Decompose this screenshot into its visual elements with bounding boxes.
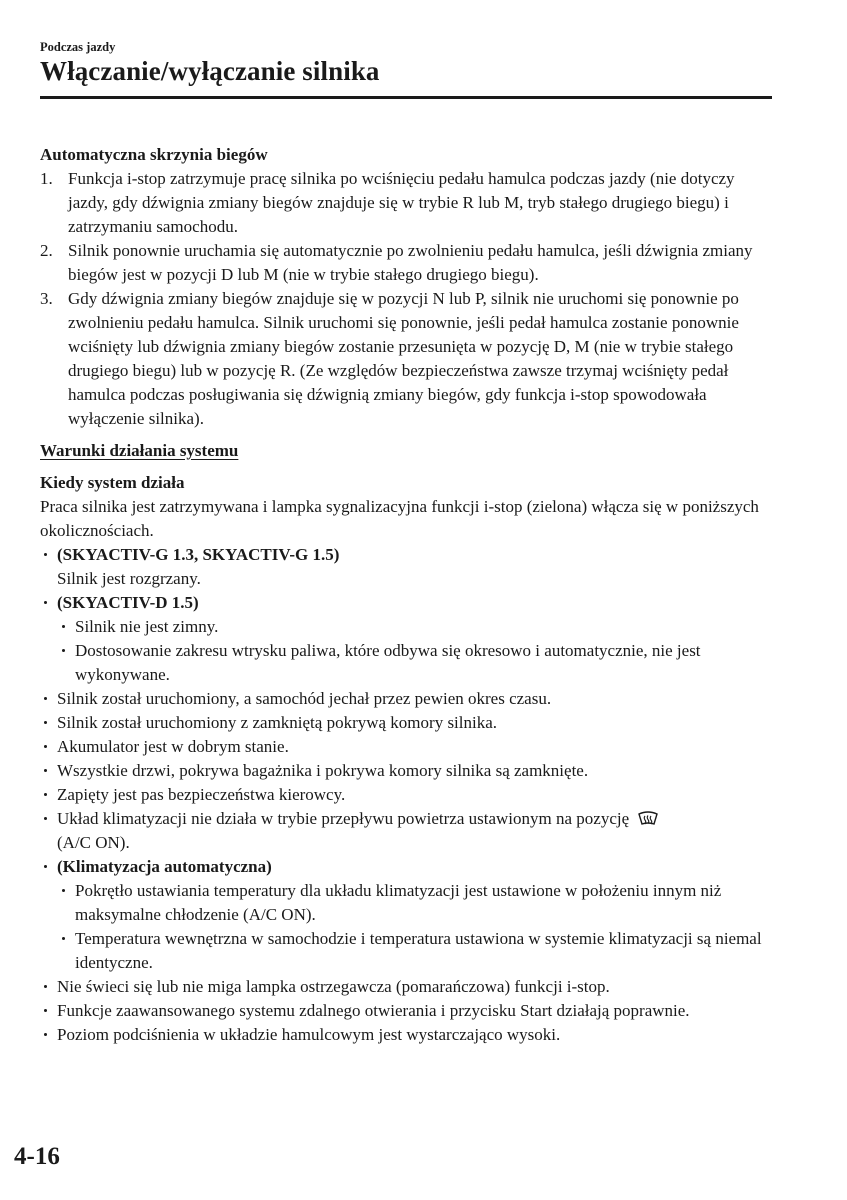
list-item	[40, 999, 772, 1023]
bullet-dot	[40, 591, 57, 615]
system-conditions-heading: Warunki działania systemu	[40, 441, 239, 460]
step-text: Silnik ponownie uruchamia się automatycznie po zwolnieniu pedału hamulca, jeśli dźwignia zmiany biegów jest w pozycji D lub M (nie w trybie stałego drugiego biegu).	[68, 241, 753, 284]
bullet-dot	[58, 615, 75, 639]
list-item	[40, 591, 772, 615]
list-item	[40, 855, 772, 879]
bullet-dot	[40, 807, 57, 855]
petrol-engine-label: (SKYACTIV-G 1.3, SKYACTIV-G 1.5)	[57, 545, 340, 564]
automatic-ac-label: (Klimatyzacja automatyczna)	[57, 857, 272, 876]
bullet-dot	[40, 975, 57, 999]
bullet-dot	[40, 711, 57, 735]
final-condition: Nie świeci się lub nie miga lampka ostrzegawcza (pomarańczowa) funkcji i-stop.	[57, 977, 610, 996]
final-conditions-list	[40, 975, 772, 1047]
page-number: 4-16	[14, 1143, 60, 1170]
windshield-defroster-icon	[637, 810, 659, 826]
general-condition: Wszystkie drzwi, pokrywa bagażnika i pokrywa komory silnika są zamknięte.	[57, 761, 589, 780]
general-condition: Silnik został uruchomiony z zamkniętą pokrywą komory silnika.	[57, 713, 498, 732]
automatic-transmission-heading: Automatyczna skrzynia biegów	[40, 145, 268, 164]
list-item	[40, 783, 772, 807]
list-item	[40, 239, 772, 287]
automatic-ac-conditions-list	[40, 879, 772, 975]
list-item	[40, 735, 772, 759]
bullet-dot	[58, 639, 75, 687]
general-condition: Zapięty jest pas bezpieczeństwa kierowcy.	[57, 785, 346, 804]
when-system-works-heading: Kiedy system działa	[40, 473, 185, 492]
bullet-dot	[40, 543, 57, 591]
petrol-engine-condition: Silnik jest rozgrzany.	[57, 569, 201, 588]
final-condition: Funkcje zaawansowanego systemu zdalnego otwierania i przycisku Start działają poprawnie.	[57, 1001, 690, 1020]
list-item	[58, 927, 772, 975]
list-item	[40, 687, 772, 711]
list-item	[40, 1023, 772, 1047]
conditions-intro: Praca silnika jest zatrzymywana i lampka sygnalizacyjna funkcji i-stop (zielona) włącza się w poniższych okolicznościach.	[40, 497, 759, 540]
list-item	[40, 167, 772, 239]
bullet-dot	[40, 783, 57, 807]
list-item	[40, 543, 772, 591]
page-title: Włączanie/wyłączanie silnika	[40, 56, 380, 86]
bullet-dot	[40, 855, 57, 879]
step-number: 3.	[40, 289, 53, 308]
automatic-steps-list	[40, 167, 772, 431]
diesel-condition: Dostosowanie zakresu wtrysku paliwa, które odbywa się okresowo i automatycznie, nie jest wykonywane.	[75, 641, 701, 684]
title-divider	[40, 96, 772, 99]
bullet-dot	[40, 687, 57, 711]
step-number: 2.	[40, 241, 53, 260]
general-conditions-list	[40, 687, 772, 879]
automatic-ac-condition: Temperatura wewnętrzna w samochodzie i temperatura ustawiona w systemie klimatyzacji są niemal identyczne.	[75, 929, 762, 972]
list-item	[40, 759, 772, 783]
aircon-condition-suffix: (A/C ON).	[57, 833, 130, 852]
list-item	[58, 879, 772, 927]
final-condition: Poziom podciśnienia w układzie hamulcowym jest wystarczająco wysoki.	[57, 1025, 561, 1044]
general-condition: Akumulator jest w dobrym stanie.	[57, 737, 289, 756]
bullet-dot	[40, 1023, 57, 1047]
list-item	[58, 639, 772, 687]
diesel-condition: Silnik nie jest zimny.	[75, 617, 219, 636]
list-item	[40, 975, 772, 999]
bullet-dot	[58, 879, 75, 927]
step-text: Funkcja i-stop zatrzymuje pracę silnika po wciśnięciu pedału hamulca podczas jazdy (nie dotyczy jazdy, gdy dźwignia zmiany biegów znajduje się w trybie R lub M, tryb stałego drugiego biegu) i zatrzymaniu samochodu.	[68, 169, 735, 236]
bullet-dot	[40, 735, 57, 759]
bullet-dot	[40, 759, 57, 783]
bullet-dot	[58, 927, 75, 975]
step-number: 1.	[40, 169, 53, 188]
page-content	[40, 143, 772, 1047]
bullet-dot	[40, 999, 57, 1023]
list-item	[40, 287, 772, 431]
step-text: Gdy dźwignia zmiany biegów znajduje się w pozycji N lub P, silnik nie uruchomi się ponownie po zwolnieniu pedału hamulca. Silnik uruchomi się ponownie, jeśli pedał hamulca zostanie ponownie wciśnięty lub dźwignia zmiany biegów zostanie przesunięta w pozycję D, M (nie w trybie stałego drugiego biegu) lub w pozycję R. (Ze względów bezpieczeństwa zawsze trzymaj wciśnięty pedał hamulca podczas posługiwania się dźwignią zmiany biegów, gdy funkcja i-stop spowodowała wyłączenie silnika).	[68, 289, 739, 428]
automatic-ac-condition: Pokrętło ustawiania temperatury dla układu klimatyzacji jest ustawione w położeniu innym niż maksymalne chłodzenie (A/C ON).	[75, 881, 722, 924]
list-item	[40, 807, 772, 855]
conditions-list	[40, 543, 772, 615]
aircon-condition: Układ klimatyzacji nie działa w trybie przepływu powietrza ustawionym na pozycję	[57, 809, 630, 828]
list-item	[58, 615, 772, 639]
list-item	[40, 711, 772, 735]
general-condition: Silnik został uruchomiony, a samochód jechał przez pewien okres czasu.	[57, 689, 552, 708]
diesel-conditions-list	[40, 615, 772, 687]
diesel-engine-label: (SKYACTIV-D 1.5)	[57, 593, 199, 612]
section-label: Podczas jazdy	[40, 40, 116, 54]
